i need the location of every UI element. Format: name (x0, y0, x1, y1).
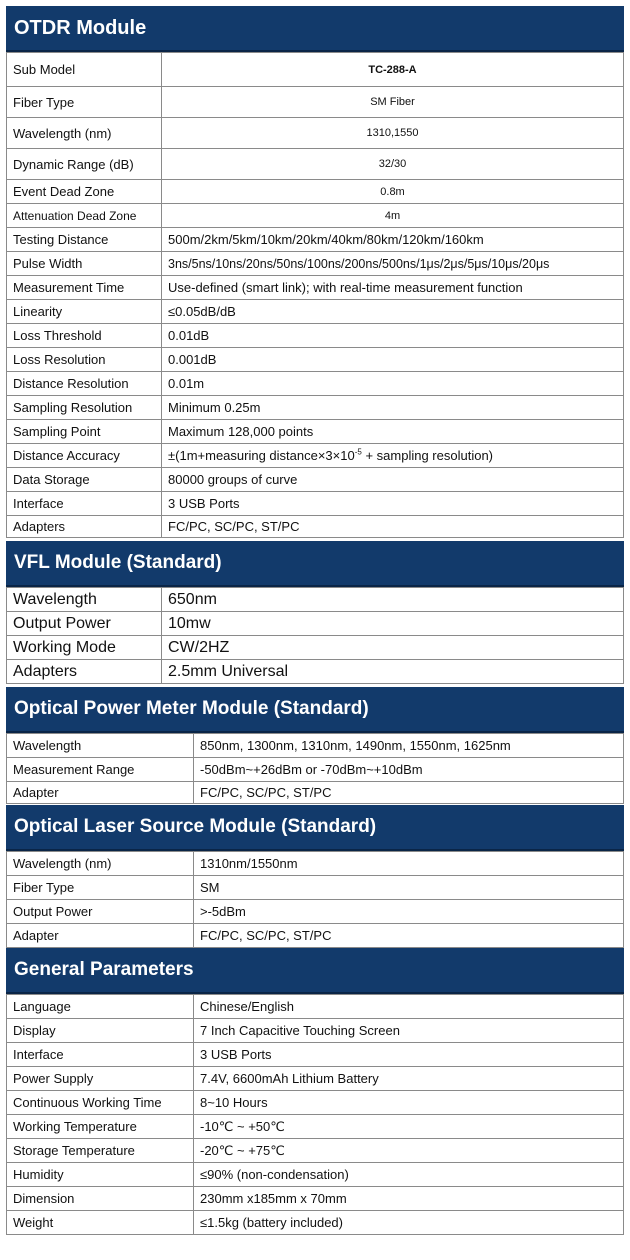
vfl-spec-table (6, 587, 624, 684)
general-section-header (6, 948, 624, 994)
table-row (7, 1139, 624, 1163)
otdr-section (6, 6, 624, 538)
spec-value: 650nm (162, 588, 624, 612)
spec-label: Language (7, 995, 194, 1019)
spec-label: Measurement Time (7, 276, 162, 300)
table-row (7, 636, 624, 660)
spec-value: 0.01m (162, 372, 624, 396)
spec-value: 0.01dB (162, 324, 624, 348)
spec-value: ≤90% (non-condensation) (194, 1163, 624, 1187)
table-row (7, 228, 624, 252)
spec-label: Dimension (7, 1187, 194, 1211)
spec-label: Storage Temperature (7, 1139, 194, 1163)
ols-spec-table (6, 851, 624, 948)
spec-label: Working Mode (7, 636, 162, 660)
spec-label: Wavelength (nm) (7, 852, 194, 876)
spec-label: Humidity (7, 1163, 194, 1187)
spec-value: Chinese/English (194, 995, 624, 1019)
spec-label: Attenuation Dead Zone (7, 204, 162, 228)
table-row (7, 420, 624, 444)
spec-value: -20℃ ~ +75℃ (194, 1139, 624, 1163)
spec-label: Sampling Point (7, 420, 162, 444)
table-row (7, 516, 624, 538)
spec-value: ≤0.05dB/dB (162, 300, 624, 324)
spec-label: Output Power (7, 612, 162, 636)
spec-label: Fiber Type (7, 87, 162, 118)
spec-label: Interface (7, 492, 162, 516)
value-part: + sampling resolution) (365, 448, 494, 463)
spec-label: Distance Accuracy (7, 444, 162, 468)
spec-value: 3ns/5ns/10ns/20ns/50ns/100ns/200ns/500ns/1μs/2μs/5μs/10μs/20μs (162, 252, 624, 276)
spec-value: SM Fiber (162, 87, 624, 118)
section-title: Optical Power Meter Module (Standard) (14, 698, 369, 719)
spec-label: Linearity (7, 300, 162, 324)
spec-label: Weight (7, 1211, 194, 1235)
spec-value: Use-defined (smart link); with real-time measurement function (162, 276, 624, 300)
exponent: -5 (354, 447, 362, 457)
spec-value: TC-288-A (162, 53, 624, 87)
spec-label: Display (7, 1019, 194, 1043)
table-row (7, 1067, 624, 1091)
spec-label: Loss Resolution (7, 348, 162, 372)
spec-value: 8~10 Hours (194, 1091, 624, 1115)
table-row (7, 1019, 624, 1043)
ols-section (6, 805, 624, 948)
table-row (7, 612, 624, 636)
spec-label: Sub Model (7, 53, 162, 87)
table-row (7, 660, 624, 684)
spec-value: 10mw (162, 612, 624, 636)
spec-value: 3 USB Ports (162, 492, 624, 516)
section-title: Optical Laser Source Module (Standard) (14, 816, 377, 837)
spec-label: Event Dead Zone (7, 180, 162, 204)
spec-label: Wavelength (nm) (7, 118, 162, 149)
table-row (7, 396, 624, 420)
spec-value: Maximum 128,000 points (162, 420, 624, 444)
table-row (7, 1091, 624, 1115)
vfl-section (6, 541, 624, 684)
otdr-spec-table (6, 52, 624, 538)
spec-value: 32/30 (162, 149, 624, 180)
table-row (7, 876, 624, 900)
spec-value: Minimum 0.25m (162, 396, 624, 420)
table-row (7, 1187, 624, 1211)
spec-value: 3 USB Ports (194, 1043, 624, 1067)
table-row (7, 1163, 624, 1187)
table-row (7, 87, 624, 118)
value-part: ±(1m+measuring distance×3×10 (168, 448, 355, 463)
spec-label: Power Supply (7, 1067, 194, 1091)
table-row (7, 348, 624, 372)
table-row (7, 118, 624, 149)
table-row (7, 900, 624, 924)
spec-value: 230mm x185mm x 70mm (194, 1187, 624, 1211)
spec-value: 80000 groups of curve (162, 468, 624, 492)
spec-value: 0.001dB (162, 348, 624, 372)
spec-value: 1310,1550 (162, 118, 624, 149)
spec-label: Adapter (7, 924, 194, 948)
spec-label: Pulse Width (7, 252, 162, 276)
table-row (7, 276, 624, 300)
table-row (7, 852, 624, 876)
table-row (7, 1115, 624, 1139)
table-row (7, 372, 624, 396)
vfl-section-header (6, 541, 624, 587)
spec-value: FC/PC, SC/PC, ST/PC (162, 516, 624, 538)
table-row (7, 444, 624, 468)
table-row (7, 588, 624, 612)
spec-label: Adapters (7, 660, 162, 684)
spec-label: Continuous Working Time (7, 1091, 194, 1115)
spec-value: FC/PC, SC/PC, ST/PC (194, 924, 624, 948)
table-row (7, 324, 624, 348)
spec-label: Adapter (7, 782, 194, 804)
opm-section (6, 687, 624, 804)
spec-label: Dynamic Range (dB) (7, 149, 162, 180)
spec-label: Adapters (7, 516, 162, 538)
spec-label: Wavelength (7, 588, 162, 612)
section-title: OTDR Module (14, 16, 147, 39)
spec-value: CW/2HZ (162, 636, 624, 660)
section-title: VFL Module (Standard) (14, 552, 222, 573)
table-row (7, 252, 624, 276)
table-row (7, 924, 624, 948)
spec-value: 7.4V, 6600mAh Lithium Battery (194, 1067, 624, 1091)
table-row (7, 468, 624, 492)
otdr-section-header (6, 6, 624, 52)
spec-value: 4m (162, 204, 624, 228)
spec-value: 0.8m (162, 180, 624, 204)
spec-label: Data Storage (7, 468, 162, 492)
table-row (7, 180, 624, 204)
spec-value: 2.5mm Universal (162, 660, 624, 684)
spec-value: -50dBm~+26dBm or -70dBm~+10dBm (194, 758, 624, 782)
spec-label: Interface (7, 1043, 194, 1067)
spec-value: SM (194, 876, 624, 900)
opm-spec-table (6, 733, 624, 804)
spec-value: 1310nm/1550nm (194, 852, 624, 876)
spec-label: Loss Threshold (7, 324, 162, 348)
spec-value: -10℃ ~ +50℃ (194, 1115, 624, 1139)
spec-value: >-5dBm (194, 900, 624, 924)
table-row (7, 758, 624, 782)
table-row (7, 995, 624, 1019)
spec-value: FC/PC, SC/PC, ST/PC (194, 782, 624, 804)
spec-label: Measurement Range (7, 758, 194, 782)
general-section (6, 948, 624, 1235)
spec-value: 7 Inch Capacitive Touching Screen (194, 1019, 624, 1043)
spec-label: Wavelength (7, 734, 194, 758)
spec-value: ≤1.5kg (battery included) (194, 1211, 624, 1235)
spec-label: Sampling Resolution (7, 396, 162, 420)
ols-section-header (6, 805, 624, 851)
spec-value: 500m/2km/5km/10km/20km/40km/80km/120km/160km (162, 228, 624, 252)
table-row (7, 1043, 624, 1067)
spec-label: Fiber Type (7, 876, 194, 900)
table-row (7, 782, 624, 804)
table-row (7, 204, 624, 228)
table-row (7, 1211, 624, 1235)
table-row (7, 149, 624, 180)
opm-section-header (6, 687, 624, 733)
spec-value: 850nm, 1300nm, 1310nm, 1490nm, 1550nm, 1625nm (194, 734, 624, 758)
spec-label: Testing Distance (7, 228, 162, 252)
table-row (7, 492, 624, 516)
spec-value (162, 444, 624, 468)
spec-label: Distance Resolution (7, 372, 162, 396)
spec-label: Output Power (7, 900, 194, 924)
table-row (7, 734, 624, 758)
general-spec-table (6, 994, 624, 1235)
table-row (7, 53, 624, 87)
section-title: General Parameters (14, 959, 194, 980)
spec-label: Working Temperature (7, 1115, 194, 1139)
table-row (7, 300, 624, 324)
